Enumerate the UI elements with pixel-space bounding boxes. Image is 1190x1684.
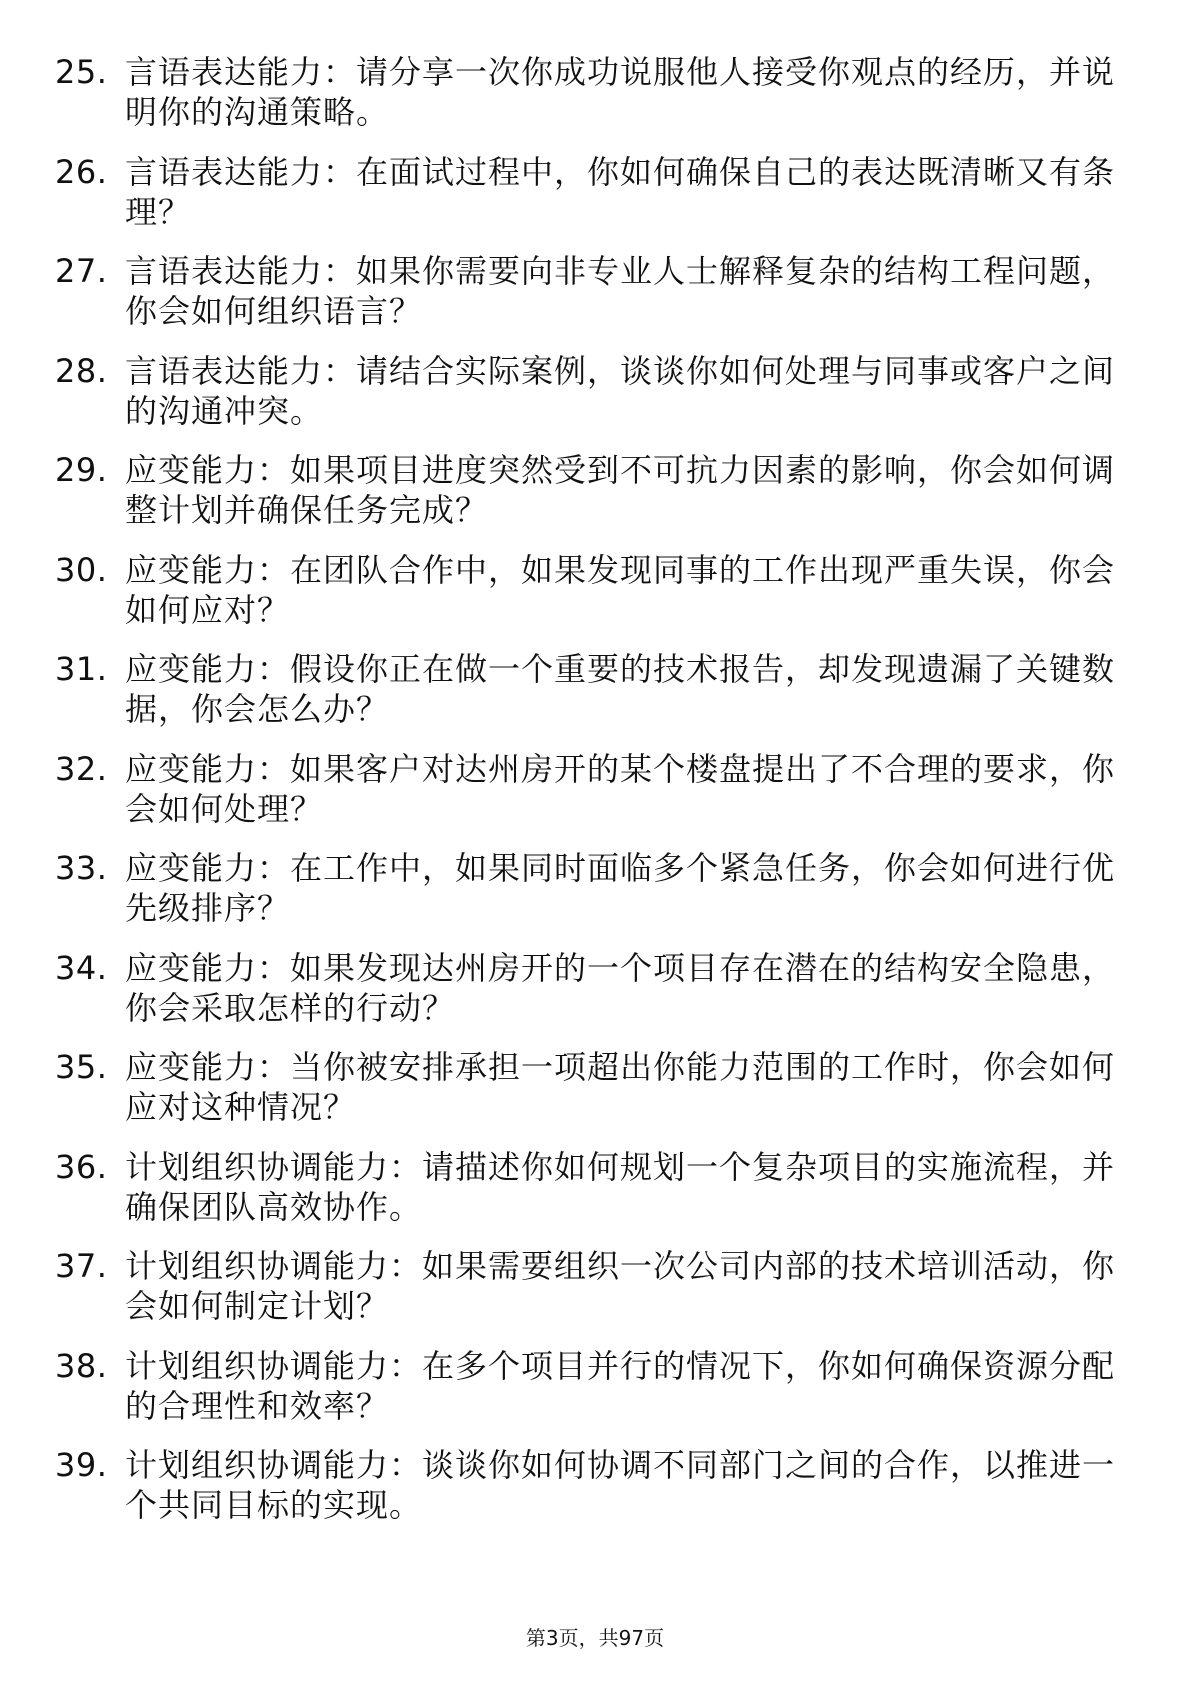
question-item: [55, 948, 1115, 1028]
question-text: 计划组织协调能力：请描述你如何规划一个复杂项目的实施流程，并确保团队高效协作。: [125, 1147, 1116, 1226]
question-item: [55, 1147, 1115, 1227]
question-text: 应变能力：假设你正在做一个重要的技术报告，却发现遗漏了关键数据，你会怎么办？: [125, 650, 1116, 728]
question-item: [55, 1047, 1115, 1127]
question-text: 应变能力：当你被安排承担一项超出你能力范围的工作时，你会如何应对这种情况？: [125, 1048, 1116, 1126]
question-number: 38.: [55, 1346, 108, 1385]
question-item: [55, 450, 1115, 530]
question-item: [55, 1445, 1115, 1525]
question-item: [55, 848, 1115, 928]
question-text: 言语表达能力：如果你需要向非专业人士解释复杂的结构工程问题，你会如何组织语言？: [125, 252, 1116, 330]
question-item: [55, 251, 1115, 331]
page-number-footer: 第3页，共97页: [525, 1626, 665, 1650]
question-text: 应变能力：如果客户对达州房开的某个楼盘提出了不合理的要求，你会如何处理？: [125, 749, 1116, 828]
question-item: [55, 52, 1115, 132]
question-text: 应变能力：如果项目进度突然受到不可抗力因素的影响，你会如何调整计划并确保任务完成？: [125, 451, 1116, 529]
question-number: 39.: [55, 1446, 108, 1484]
question-text: 计划组织协调能力：谈谈你如何协调不同部门之间的合作，以推进一个共同目标的实现。: [125, 1446, 1116, 1524]
question-number: 31.: [55, 650, 108, 688]
question-text: 应变能力：如果发现达州房开的一个项目存在潜在的结构安全隐患，你会采取怎样的行动？: [125, 948, 1116, 1027]
question-item: [55, 1346, 1115, 1426]
question-number: 33.: [55, 849, 108, 887]
question-text: 计划组织协调能力：如果需要组织一次公司内部的技术培训活动，你会如何制定计划？: [125, 1247, 1116, 1325]
question-number: 30.: [55, 550, 108, 589]
question-text: 言语表达能力：在面试过程中，你如何确保自己的表达既清晰又有条理？: [125, 152, 1116, 231]
question-list: [55, 52, 1115, 1545]
question-text: 应变能力：在工作中，如果同时面临多个紧急任务，你会如何进行优先级排序？: [125, 849, 1116, 927]
question-item: [55, 550, 1115, 630]
question-item: [55, 152, 1115, 232]
question-number: 28.: [55, 351, 108, 390]
question-number: 34.: [55, 948, 108, 987]
question-text: 应变能力：在团队合作中，如果发现同事的工作出现严重失误，你会如何应对？: [125, 550, 1116, 629]
question-item: [55, 1246, 1115, 1326]
question-text: 言语表达能力：请结合实际案例，谈谈你如何处理与同事或客户之间的沟通冲突。: [125, 351, 1116, 430]
question-item: [55, 351, 1115, 431]
question-number: 35.: [55, 1048, 108, 1086]
question-text: 计划组织协调能力：在多个项目并行的情况下，你如何确保资源分配的合理性和效率？: [125, 1346, 1116, 1425]
question-number: 25.: [55, 53, 108, 91]
question-item: [55, 649, 1115, 729]
question-number: 37.: [55, 1247, 108, 1285]
question-number: 29.: [55, 451, 108, 489]
question-item: [55, 749, 1115, 829]
question-number: 32.: [55, 749, 108, 788]
question-number: 36.: [55, 1147, 108, 1186]
question-text: 言语表达能力：请分享一次你成功说服他人接受你观点的经历，并说明你的沟通策略。: [125, 53, 1116, 131]
question-number: 27.: [55, 252, 108, 290]
question-number: 26.: [55, 152, 108, 191]
